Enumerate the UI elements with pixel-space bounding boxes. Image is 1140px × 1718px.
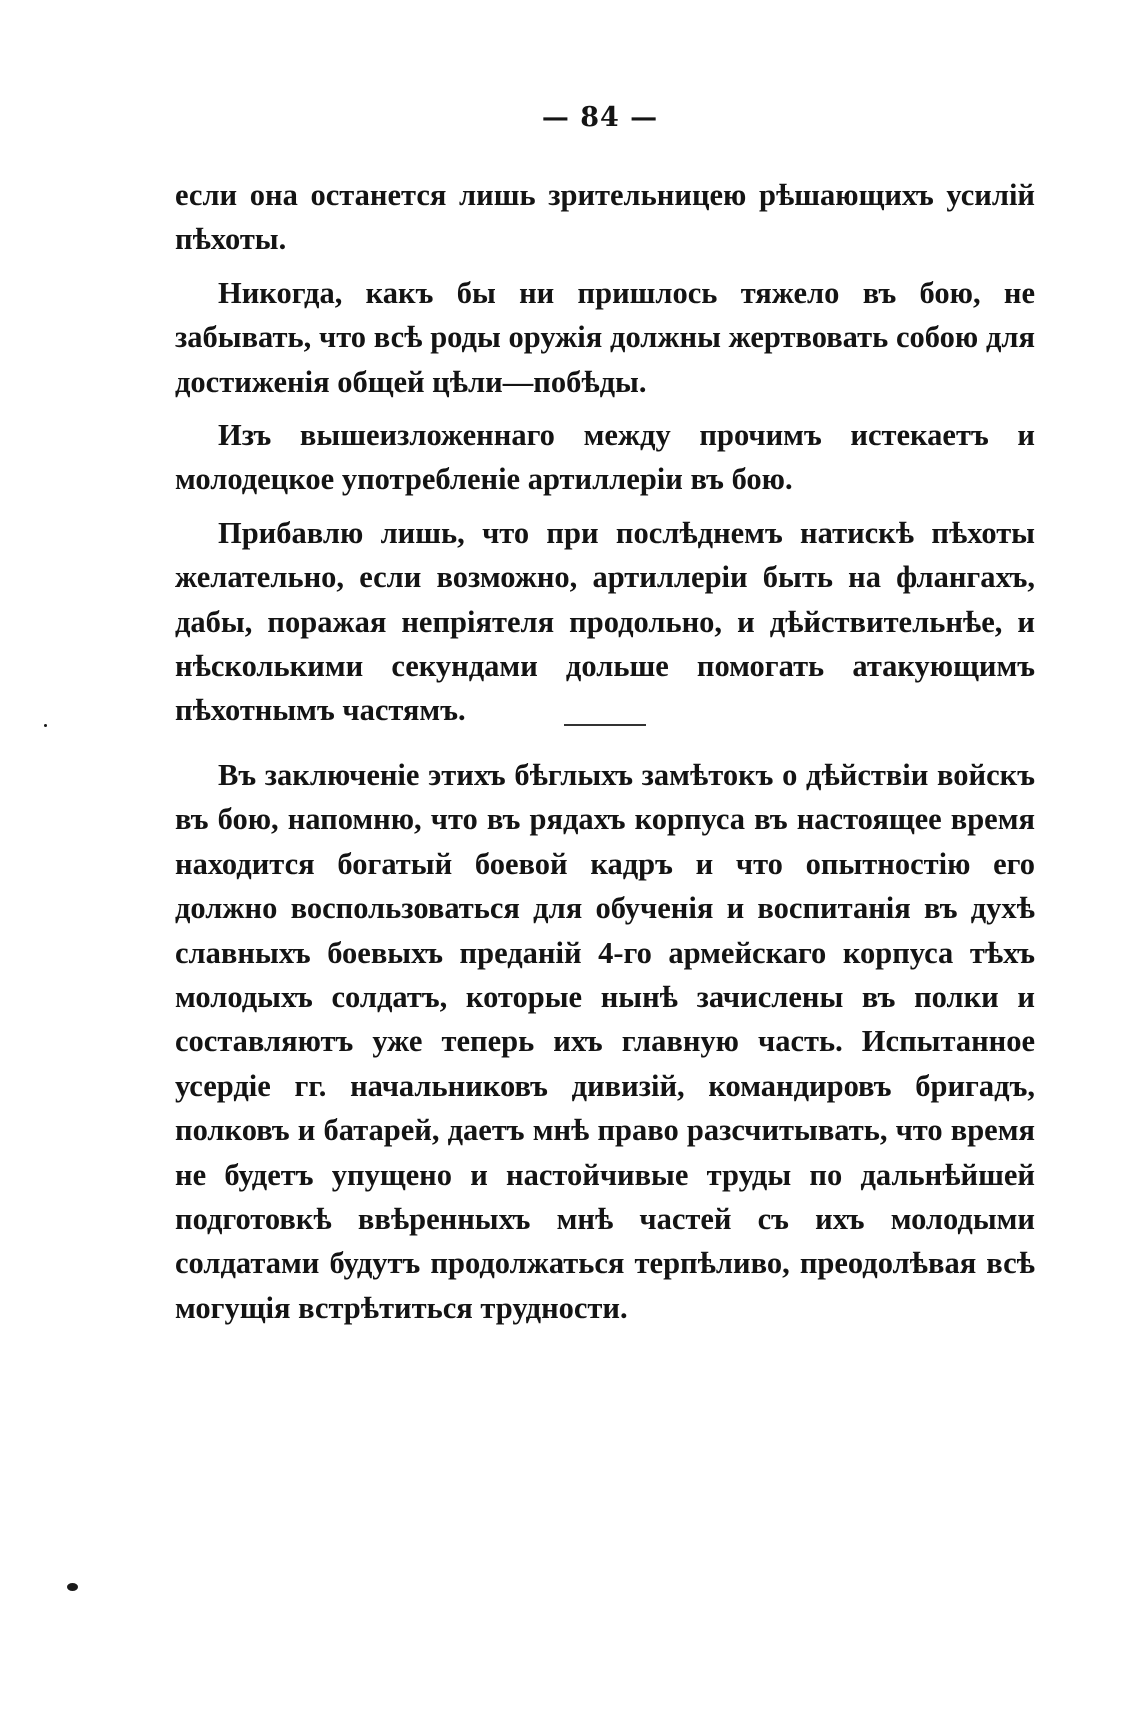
ink-speck	[44, 724, 47, 727]
page-number: — 84 —	[541, 102, 659, 133]
paragraph: если она останется лишь зрительницею рѣшающихъ усилій пѣхоты.	[175, 178, 1035, 257]
paragraph: Прибавлю лишь, что при послѣднемъ натискѣ пѣхоты желательно, если возможно, артиллеріи быть на флангахъ, дабы, поражая непріятеля продольно, и дѣйствительнѣе, и нѣсколькими секундами дольше помогать атакующимъ пѣхотнымъ частямъ.	[175, 515, 1035, 728]
text-block-before-break	[175, 173, 1035, 742]
text-block-after-break	[175, 753, 1035, 1339]
paragraph: Въ заключеніе этихъ бѣглыхъ замѣтокъ о дѣйствіи войскъ въ бою, напомню, что въ рядахъ корпуса въ настоящее время находится богатый боевой кадръ и что опытностію его должно воспользоваться для обученія и воспитанія въ духѣ славныхъ боевыхъ преданій 4-го армейскаго корпуса тѣхъ молодыхъ солдатъ, которые нынѣ зачислены въ полки и составляютъ уже теперь ихъ главную часть. Испытанное усердіе гг. начальниковъ дивизій, командировъ бригадъ, полковъ и батарей, даетъ мнѣ право разсчитывать, что время не будетъ упущено и настойчивые труды по дальнѣйшей подготовкѣ ввѣренныхъ мнѣ частей съ ихъ молодыми солдатами будутъ продолжаться терпѣливо, преодолѣвая всѣ могущія встрѣтиться трудности.	[175, 758, 1035, 1325]
section-divider	[564, 724, 646, 726]
paragraph: Никогда, какъ бы ни пришлось тяжело въ бою, не забывать, что всѣ роды оружія должны жертвовать собою для достиженія общей цѣли—побѣды.	[175, 275, 1035, 399]
paragraph: Изъ вышеизложеннаго между прочимъ истекаетъ и молодецкое употребленіе артиллеріи въ бою.	[175, 418, 1035, 497]
ink-speck	[67, 1583, 78, 1591]
